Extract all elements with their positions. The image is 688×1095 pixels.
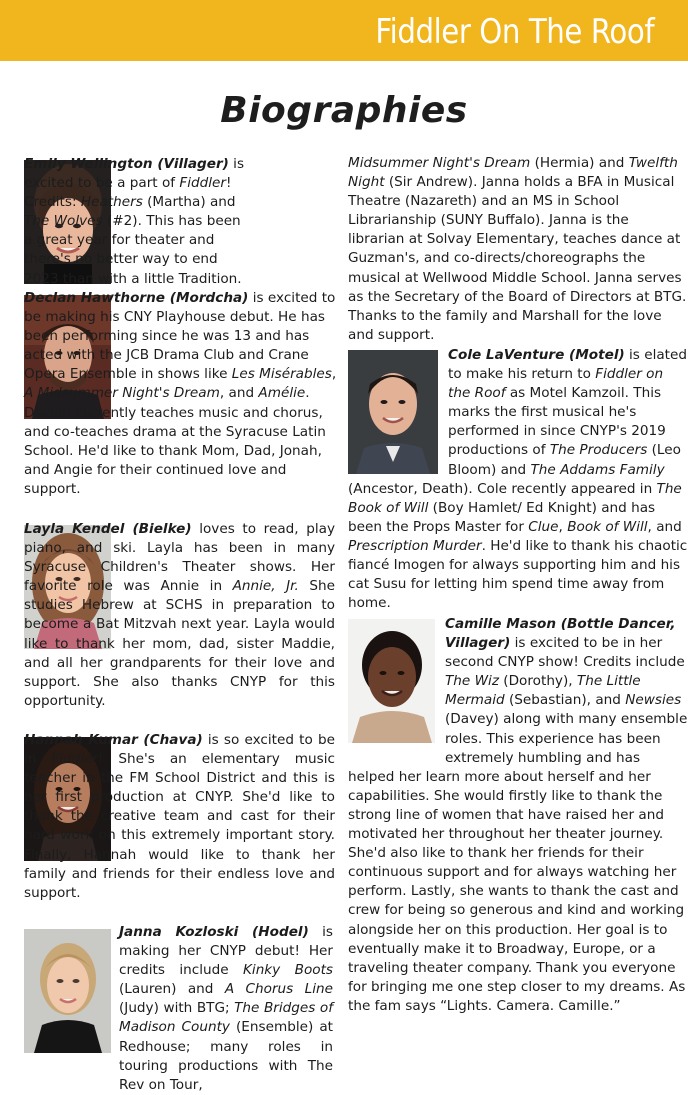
bio-name: Emily Wellington (Villager) <box>24 156 229 172</box>
bio-name: Layla Kendel (Bielke) <box>24 521 192 537</box>
headshot-janna <box>24 929 111 1053</box>
bio-declan: Declan Hawthorne (Mordcha) is excited to be making his CNY Playhouse debut. He has been performing since he was 13 and has acted with the JCB Drama Club and Crane Opera Ensemble in shows like Les Misérables, A Midsummer Night's Dream, and Amélie. Declan currently teaches music and chorus, and co-teaches drama at the Syracuse Latin School. He'd like to thank Mom, Dad, Jonah, and Angie for their continued love and support. <box>24 290 337 497</box>
bio-name: Cole LaVenture (Motel) <box>448 347 625 363</box>
header-title: Fiddler On The Roof <box>375 12 654 52</box>
bio-emily: Emily Wellington (Villager) is excited to be a part of Fiddler! Credits: Heathers (Martha) and The Wolves (#2). This has been a great year for theater and there's no better way to end 2023 than with a little Tradition. <box>24 156 245 287</box>
bio-camille: Camille Mason (Bottle Dancer, Villager) is excited to be in her second CNYP show! Credits include The Wiz (Dorothy), The Little Mermaid (Sebastian), and Newsies (Davey) along with many ensemble roles. This experience has been extremely humbling and has helped her learn more about herself and her capabilities. She would firstly like to thank the strong line of women that have raised her and motivated her throughout her theater journey. She'd also like to thank her friends for their continuous support and for always watching her perform. Lastly, she wants to thank the cast and crew for being so generous and kind and working alongside her on this production. Her goal is to eventually make it to Broadway, Europe, or a traveling theater company. Thank you everyone for bringing me one step closer to my dreams. As the fam says “Lights. Camera. Camille.” <box>348 616 688 1014</box>
bio-cole: Cole LaVenture (Motel) is elated to make his return to Fiddler on the Roof as Motel Kamzoil. This marks the first musical he's performed in since CNYP's 2019 productions of The Producers (Leo Bloom) and The Addams Family (Ancestor, Death). Cole recently appeared in The Book of Will (Boy Hamlet/ Ed Knight) and has been the Props Master for Clue, Book of Will, and Prescription Murder. He'd like to thank his chaotic fiancé Imogen for always supporting him and his cat Susu for letting him spend time away from home. <box>348 347 688 612</box>
bio-janna-part1: Janna Kozloski (Hodel) is making her CNYP debut! Her credits include Kinky Boots (Lauren) and A Chorus Line (Judy) with BTG; The Bridges of Madison County (Ensemble) at Redhouse; many roles in touring productions with The Rev on Tour, <box>119 924 333 1093</box>
bio-name: Declan Hawthorne (Mordcha) <box>24 290 249 306</box>
bio-camille-wrap <box>348 615 445 749</box>
bio-layla: Layla Kendel (Bielke) loves to read, play piano, and ski. Layla has been in many Syracuse Children's Theater shows. Her favorite role was Annie in Annie, Jr. She studies Hebrew at SCHS in preparation to become a Bat Mitzvah next year. Layla would like to thank her mom, dad, sister Maddie, and all her grandparents for their love and support. She also thanks CNYP for this opportunity. <box>24 521 336 709</box>
bio-name: Janna Kozloski (Hodel) <box>119 924 309 940</box>
bio-hannah: Hannah Kumar (Chava) is so excited to be in Fiddler! She's an elementary music teacher in the FM School District and this is her first production at CNYP. She'd like to thank the creative team and cast for their hard work on this extremely important story. Finally, Hannah would like to thank her family and friends for their endless love and support. <box>24 732 335 901</box>
bio-janna-part2: Midsummer Night's Dream (Hermia) and Twelfth Night (Sir Andrew). Janna holds a BFA in Musical Theatre (Nazareth) and an MS in School Librarianship (SUNY Buffalo). Janna is the librarian at Solvay Elementary, teaches dance at Guzman's, and co-directs/choreographs the musical at Wellwood Middle School. Janna serves as the Secretary of the Board of Directors at BTG. Thanks to the family and Marshall for the love and support. <box>348 155 687 343</box>
page-heading: Biographies <box>220 90 468 131</box>
bio-name: Camille Mason (Bottle Dancer, Villager) <box>445 616 676 652</box>
bio-name: Hannah Kumar (Chava) <box>24 732 203 748</box>
bio-cole-wrap <box>348 346 448 477</box>
